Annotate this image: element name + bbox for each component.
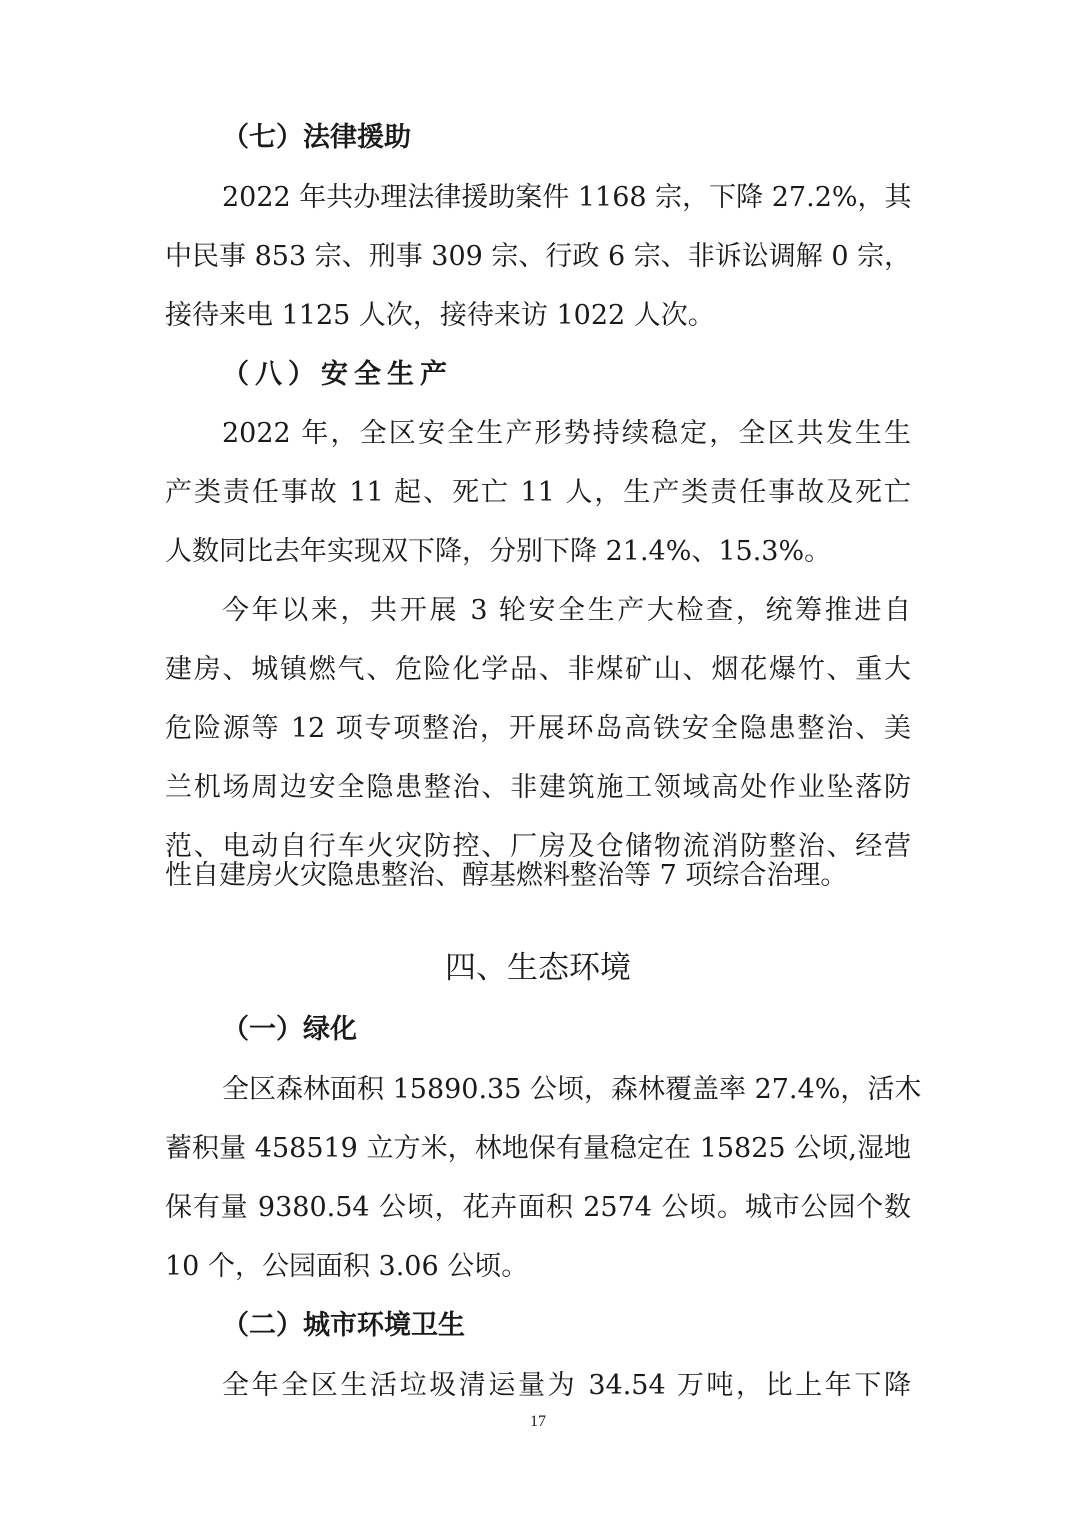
paragraph-line: 中民事 853 宗、刑事 309 宗、行政 6 宗、非诉讼调解 0 宗， [165, 241, 912, 272]
page-number: 17 [530, 1413, 546, 1430]
paragraph-line: 10 个，公园面积 3.06 公顷。 [165, 1251, 529, 1282]
paragraph-line: 保有量 9380.54 公顷，花卉面积 2574 公顷。城市公园个数 [165, 1192, 911, 1223]
paragraph-line: 危险源等 12 项专项整治，开展环岛高铁安全隐患整治、美 [165, 713, 911, 744]
heading-legal-aid: （七）法律援助 [222, 122, 411, 153]
heading-city-sanitation: （二）城市环境卫生 [222, 1310, 465, 1341]
heading-greening: （一）绿化 [222, 1014, 357, 1045]
paragraph-line: 范、电动自行车火灾防控、厂房及仓储物流消防整治、经营 [165, 831, 911, 862]
paragraph-line: 今年以来，共开展 3 轮安全生产大检查，统筹推进自 [222, 595, 911, 626]
paragraph-line: 产类责任事故 11 起、死亡 11 人，生产类责任事故及死亡 [165, 477, 911, 508]
section-title-ecology: 四、生态环境 [445, 950, 631, 986]
paragraph-line: 接待来电 1125 人次，接待来访 1022 人次。 [165, 300, 715, 331]
paragraph-line: 建房、城镇燃气、危险化学品、非煤矿山、烟花爆竹、重大 [165, 654, 911, 685]
paragraph-line: 2022 年，全区安全生产形势持续稳定，全区共发生生 [222, 418, 911, 449]
paragraph-line: 全区森林面积 15890.35 公顷，森林覆盖率 27.4%，活木 [222, 1074, 922, 1105]
paragraph-line: 兰机场周边安全隐患整治、非建筑施工领域高处作业坠落防 [165, 772, 911, 803]
paragraph-line: 人数同比去年实现双下降，分别下降 21.4%、15.3%。 [165, 536, 832, 567]
paragraph-line: 蓄积量 458519 立方米，林地保有量稳定在 15825 公顷,湿地 [165, 1133, 911, 1164]
paragraph-line: 全年全区生活垃圾清运量为 34.54 万吨，比上年下降 [222, 1370, 911, 1401]
paragraph-line: 性自建房火灾隐患整治、醇基燃料整治等 7 项综合治理。 [165, 860, 848, 891]
paragraph-line: 2022 年共办理法律援助案件 1168 宗，下降 27.2%，其 [222, 182, 912, 213]
heading-safety-production: （八）安全生产 [222, 359, 453, 390]
